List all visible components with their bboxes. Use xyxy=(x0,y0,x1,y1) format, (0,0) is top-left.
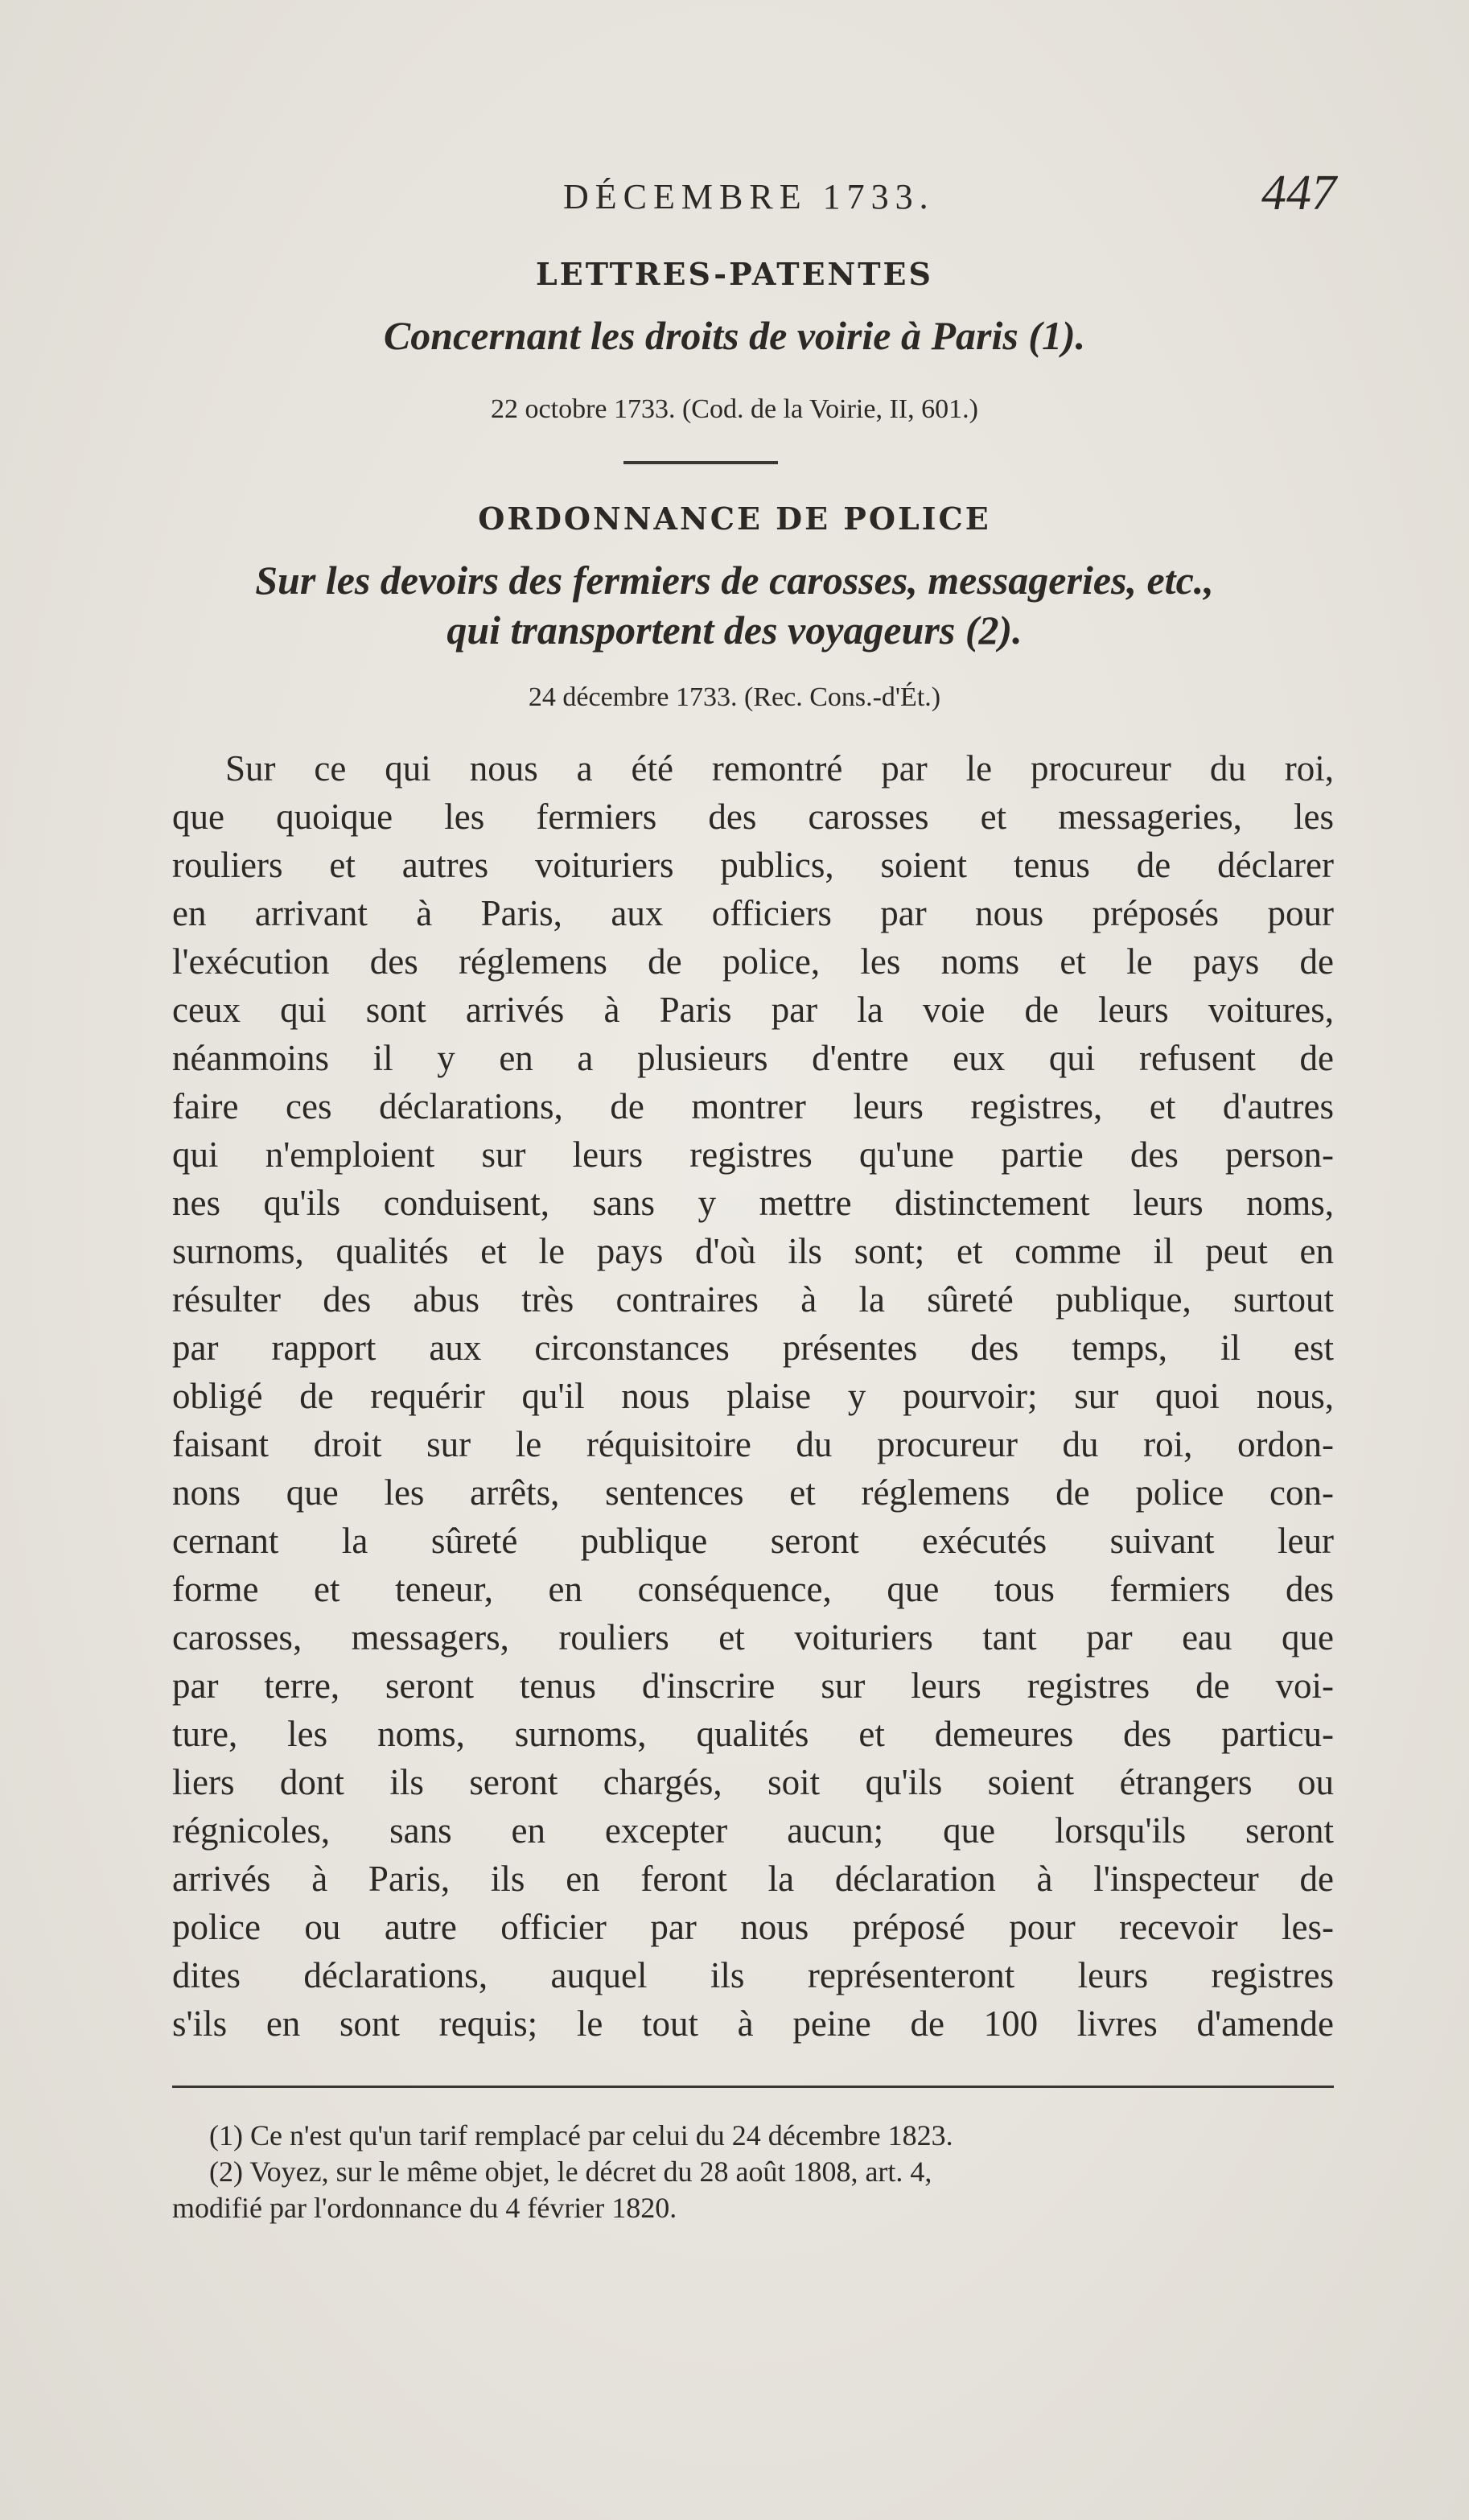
body-line: faire ces déclarations, de montrer leurs registres, et d'autres xyxy=(172,1086,1334,1126)
body-line: en arrivant à Paris, aux officiers par nous préposés pour xyxy=(172,893,1334,933)
footnote-2-continued: modifié par l'ordonnance du 4 février 1820. xyxy=(172,2192,677,2224)
footnote-2: (2) Voyez, sur le même objet, le décret du 28 août 1808, art. 4, xyxy=(209,2156,932,2188)
lettres-patentes-date: 22 octobre 1733. (Cod. de la Voirie, II, 601.) xyxy=(491,394,978,424)
body-line: dites déclarations, auquel ils représenteront leurs registres xyxy=(172,1955,1334,1995)
body-line: rouliers et autres voituriers publics, soient tenus de déclarer xyxy=(172,845,1334,885)
body-line: résulter des abus très contraires à la sûreté publique, surtout xyxy=(172,1279,1334,1320)
running-head xyxy=(0,165,1469,221)
body-line: surnoms, qualités et le pays d'où ils sont; et comme il peut en xyxy=(172,1231,1334,1271)
body-line: par rapport aux circonstances présentes des temps, il est xyxy=(172,1328,1334,1368)
page-number: 447 xyxy=(1261,166,1336,220)
body-line: nes qu'ils conduisent, sans y mettre distinctement leurs noms, xyxy=(172,1183,1334,1223)
body-line: carosses, messagers, rouliers et voituriers tant par eau que xyxy=(172,1617,1334,1657)
body-line: police ou autre officier par nous préposé pour recevoir les- xyxy=(172,1907,1334,1947)
body-line: par terre, seront tenus d'inscrire sur leurs registres de voi- xyxy=(172,1666,1334,1706)
lettres-patentes-subtitle: Concernant les droits de voirie à Paris (1). xyxy=(383,313,1086,358)
body-line: régnicoles, sans en excepter aucun; que lorsqu'ils seront xyxy=(172,1810,1334,1851)
footnotes xyxy=(172,2118,1334,2226)
body-line: faisant droit sur le réquisitoire du procureur du roi, ordon- xyxy=(172,1424,1334,1464)
body-line: que quoique les fermiers des carosses et messageries, les xyxy=(172,797,1334,837)
ordonnance-date: 24 décembre 1733. (Rec. Cons.-d'Ét.) xyxy=(528,682,941,712)
footnote-1: (1) Ce n'est qu'un tarif remplacé par celui du 24 décembre 1823. xyxy=(209,2119,953,2151)
body-line: obligé de requérir qu'il nous plaise y pourvoir; sur quoi nous, xyxy=(172,1376,1334,1416)
body-line: l'exécution des réglemens de police, les noms et le pays de xyxy=(172,941,1334,982)
body-line: liers dont ils seront chargés, soit qu'ils soient étrangers ou xyxy=(172,1762,1334,1802)
ordonnance-subtitle-line-1: Sur les devoirs des fermiers de carosses, messageries, etc., xyxy=(255,558,1214,603)
ordonnance-subtitle-line-2: qui transportent des voyageurs (2). xyxy=(446,607,1023,653)
body-text xyxy=(172,744,1334,2048)
body-line: arrivés à Paris, ils en feront la déclaration à l'inspecteur de xyxy=(172,1859,1334,1899)
section-divider xyxy=(623,461,778,464)
body-line: qui n'emploient sur leurs registres qu'une partie des person- xyxy=(172,1134,1334,1175)
running-title: DÉCEMBRE 1733. xyxy=(563,177,935,216)
body-line: néanmoins il y en a plusieurs d'entre eux qui refusent de xyxy=(172,1038,1334,1078)
body-line: Sur ce qui nous a été remontré par le procureur du roi, xyxy=(225,748,1334,789)
body-line: nons que les arrêts, sentences et réglemens de police con- xyxy=(172,1472,1334,1513)
lettres-patentes-heading: LETTRES-PATENTES xyxy=(536,256,933,292)
footnote-divider xyxy=(172,2086,1334,2088)
ordonnance-heading: ORDONNANCE DE POLICE xyxy=(478,500,991,537)
body-line: s'ils en sont requis; le tout à peine de 100 livres d'amende xyxy=(172,2003,1334,2044)
body-line: cernant la sûreté publique seront exécutés suivant leur xyxy=(172,1521,1334,1561)
body-line: ture, les noms, surnoms, qualités et demeures des particu- xyxy=(172,1714,1334,1754)
body-line: ceux qui sont arrivés à Paris par la voie de leurs voitures, xyxy=(172,990,1334,1030)
body-line: forme et teneur, en conséquence, que tous fermiers des xyxy=(172,1569,1334,1609)
